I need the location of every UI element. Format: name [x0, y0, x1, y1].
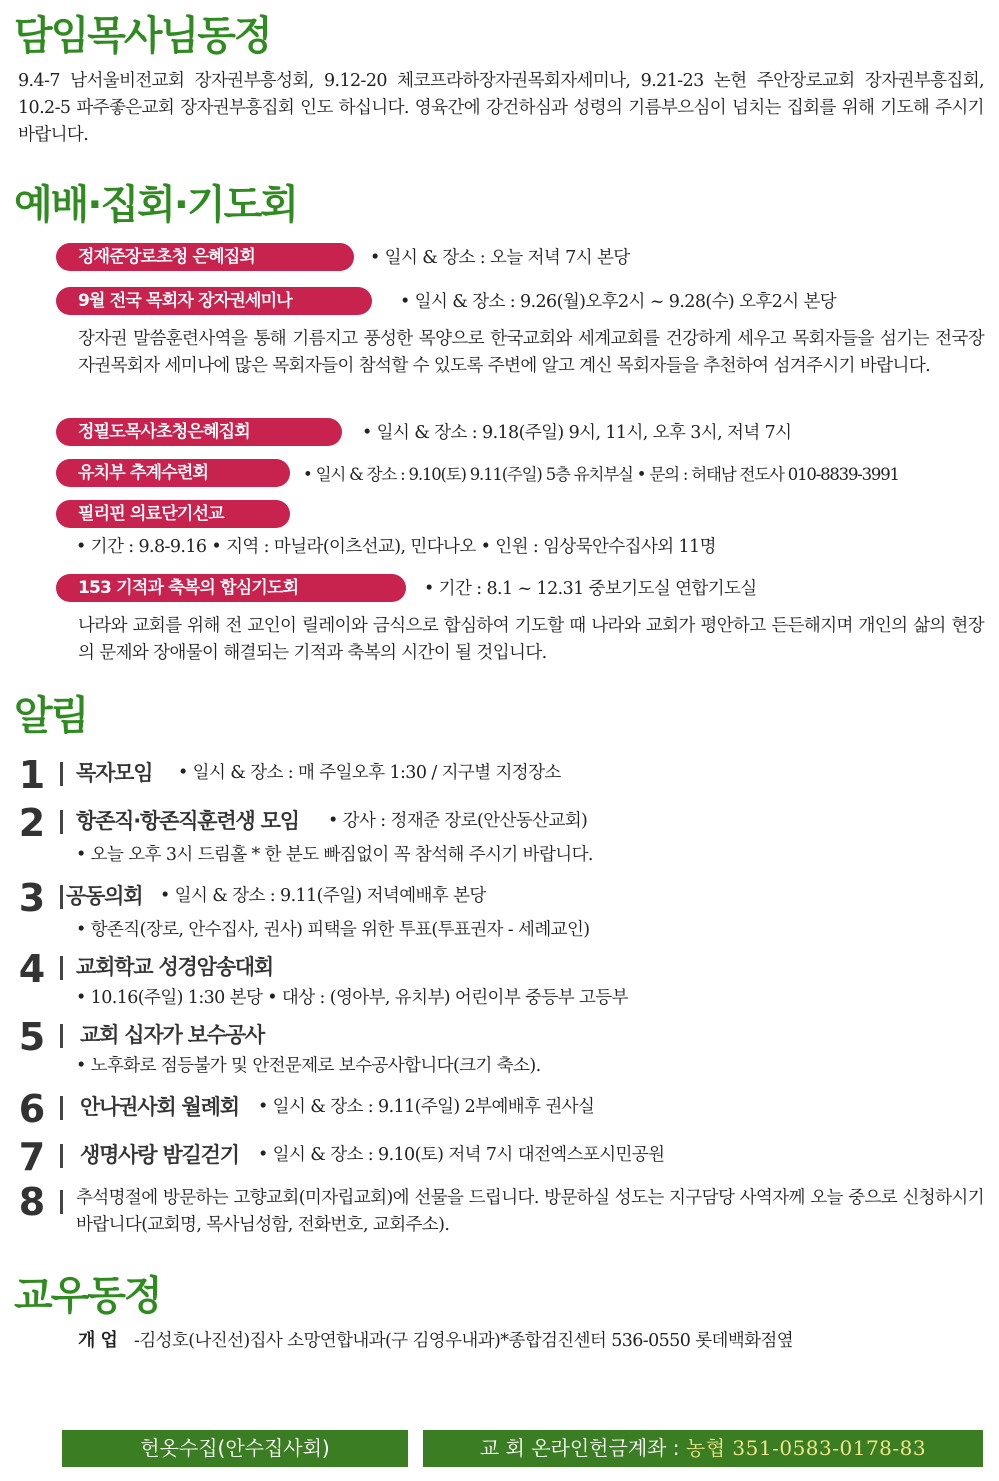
notice-divider-4	[60, 956, 63, 980]
notice-title-1: 목자모임	[76, 761, 153, 785]
notice-sub-3: • 항존직(장로, 안수집사, 권사) 피택을 위한 투표(투표권자 - 세례교인)	[76, 920, 590, 940]
notice-sub-2: • 오늘 오후 3시 드림홀 * 한 분도 빠짐없이 꼭 참석해 주시기 바랍니다.	[76, 845, 593, 865]
notice-title-5: 교회 십자가 보수공사	[80, 1023, 264, 1047]
member-news-text: -김성호(나진선)집사 소망연합내과(구 김영우내과)*종합검진센터 536-0550 롯데백화점옆	[134, 1331, 794, 1351]
section-title-notices: 알림	[14, 693, 88, 739]
notice-number-8: 8	[18, 1180, 46, 1224]
notice-title-2: 항존직·항존직훈련생 모임	[76, 809, 299, 833]
event-4-info: • 일시 & 장소 : 9.10(토) 9.11(주일) 5층 유치부실 • 문의 : 허태남 전도사 010-8839-3991	[303, 465, 899, 484]
event-2-info: • 일시 & 장소 : 9.26(월)오후2시 ~ 9.28(수) 오후2시 본당	[400, 292, 837, 312]
notice-info-1: • 일시 & 장소 : 매 주일오후 1:30 / 지구별 지정장소	[178, 763, 561, 783]
event-5-info: • 기간 : 9.8-9.16 • 지역 : 마닐라(이츠선교), 민다나오 • 인원 : 임상묵안수집사외 11명	[76, 537, 716, 557]
pill-event-1: 정재준장로초청 은혜집회	[56, 243, 354, 271]
notice-number-7: 7	[18, 1135, 46, 1179]
pill-event-2: 9월 전국 목회자 장자권세미나	[56, 287, 372, 315]
notice-divider-2	[60, 810, 63, 834]
notice-info-6: • 일시 & 장소 : 9.11(주일) 2부예배후 권사실	[258, 1097, 595, 1117]
notice-divider-3	[60, 885, 63, 909]
event-6-info: • 기간 : 8.1 ~ 12.31 중보기도실 연합기도실	[424, 579, 757, 599]
notice-sub-4: • 10.16(주일) 1:30 본당 • 대상 : (영아부, 유치부) 어린이부 중등부 고등부	[76, 988, 628, 1008]
pill-event-5: 필리핀 의료단기선교	[56, 500, 290, 528]
event-6-desc: 나라와 교회를 위해 전 교인이 릴레이와 금식으로 합심하여 기도할 때 나라와 교회가 평안하고 든든해지며 개인의 삶의 현장의 문제와 장애물이 해결되는 기적과 축복의 시간이 될 것입니다.	[78, 616, 984, 663]
notice-title-3: 공동의회	[66, 884, 143, 908]
notice-divider-6	[60, 1096, 63, 1120]
member-news-label: 개 업	[78, 1330, 118, 1351]
notice-title-6: 안나권사회 월례회	[80, 1095, 239, 1119]
notice-number-3: 3	[18, 876, 46, 920]
notice-sub-5: • 노후화로 점등불가 및 안전문제로 보수공사합니다(크기 축소).	[76, 1056, 541, 1076]
footer-account-label: 교 회 온라인헌금계좌 :	[479, 1436, 686, 1460]
pill-event-4: 유치부 추계수련회	[56, 459, 290, 487]
section-title-pastor-news: 담임목사님동정	[14, 13, 271, 59]
footer-clothes-collection: 헌옷수집(안수집사회)	[62, 1430, 408, 1467]
notice-number-1: 1	[18, 753, 46, 797]
notice-number-2: 2	[18, 801, 46, 845]
notice-info-7: • 일시 & 장소 : 9.10(토) 저녁 7시 대전엑스포시민공원	[258, 1145, 665, 1165]
footer-account-number: 농협 351-0583-0178-83	[685, 1436, 927, 1460]
pill-event-3: 정필도목사초청은혜집회	[56, 418, 342, 446]
notice-divider-5	[60, 1024, 63, 1048]
section-title-worship: 예배·집회·기도회	[14, 182, 297, 228]
pastor-news-text: 9.4-7 남서울비전교회 장자권부흥성회, 9.12-20 체코프라하장자권목회자세미나, 9.21-23 논현 주안장로교회 장자권부흥집회, 10.2-5 파주좋은교회 장자권부흥집회 인도 하십니다. 영육간에 강건하심과 성령의 기름부으심이 넘치는 집회를 위해 기도해 주시기 바랍니다.	[18, 71, 984, 145]
notice-divider-1	[60, 762, 63, 786]
notice-number-6: 6	[18, 1087, 46, 1131]
notice-desc-8: 추석명절에 방문하는 고향교회(미자립교회)에 선물을 드립니다. 방문하실 성도는 지구담당 사역자께 오늘 중으로 신청하시기 바랍니다(교회명, 목사님성함, 전화번호, 교회주소).	[76, 1188, 984, 1235]
notice-title-4: 교회학교 성경암송대회	[76, 955, 273, 979]
event-3-info: • 일시 & 장소 : 9.18(주일) 9시, 11시, 오후 3시, 저녁 7시	[362, 423, 792, 443]
notice-divider-7	[60, 1144, 63, 1168]
notice-number-4: 4	[18, 947, 46, 991]
pill-event-6: 153 기적과 축복의 합심기도회	[56, 574, 406, 602]
notice-title-7: 생명사랑 밤길걷기	[80, 1143, 239, 1167]
footer-online-offering	[423, 1430, 983, 1467]
notice-info-3: • 일시 & 장소 : 9.11(주일) 저녁예배후 본당	[160, 886, 486, 906]
event-1-info: • 일시 & 장소 : 오늘 저녁 7시 본당	[370, 248, 630, 268]
notice-info-2: • 강사 : 정재준 장로(안산동산교회)	[328, 811, 588, 831]
event-2-desc: 장자권 말씀훈련사역을 통해 기름지고 풍성한 목양으로 한국교회와 세계교회를 건강하게 세우고 목회자들을 섬기는 전국장자권목회자 세미나에 많은 목회자들이 참석할 수 있도록 주변에 알고 계신 목회자들을 추천하여 섬겨주시기 바랍니다.	[78, 329, 984, 376]
notice-number-5: 5	[18, 1015, 46, 1059]
notice-divider-8	[60, 1190, 63, 1214]
section-title-member-news: 교우동정	[14, 1273, 161, 1319]
